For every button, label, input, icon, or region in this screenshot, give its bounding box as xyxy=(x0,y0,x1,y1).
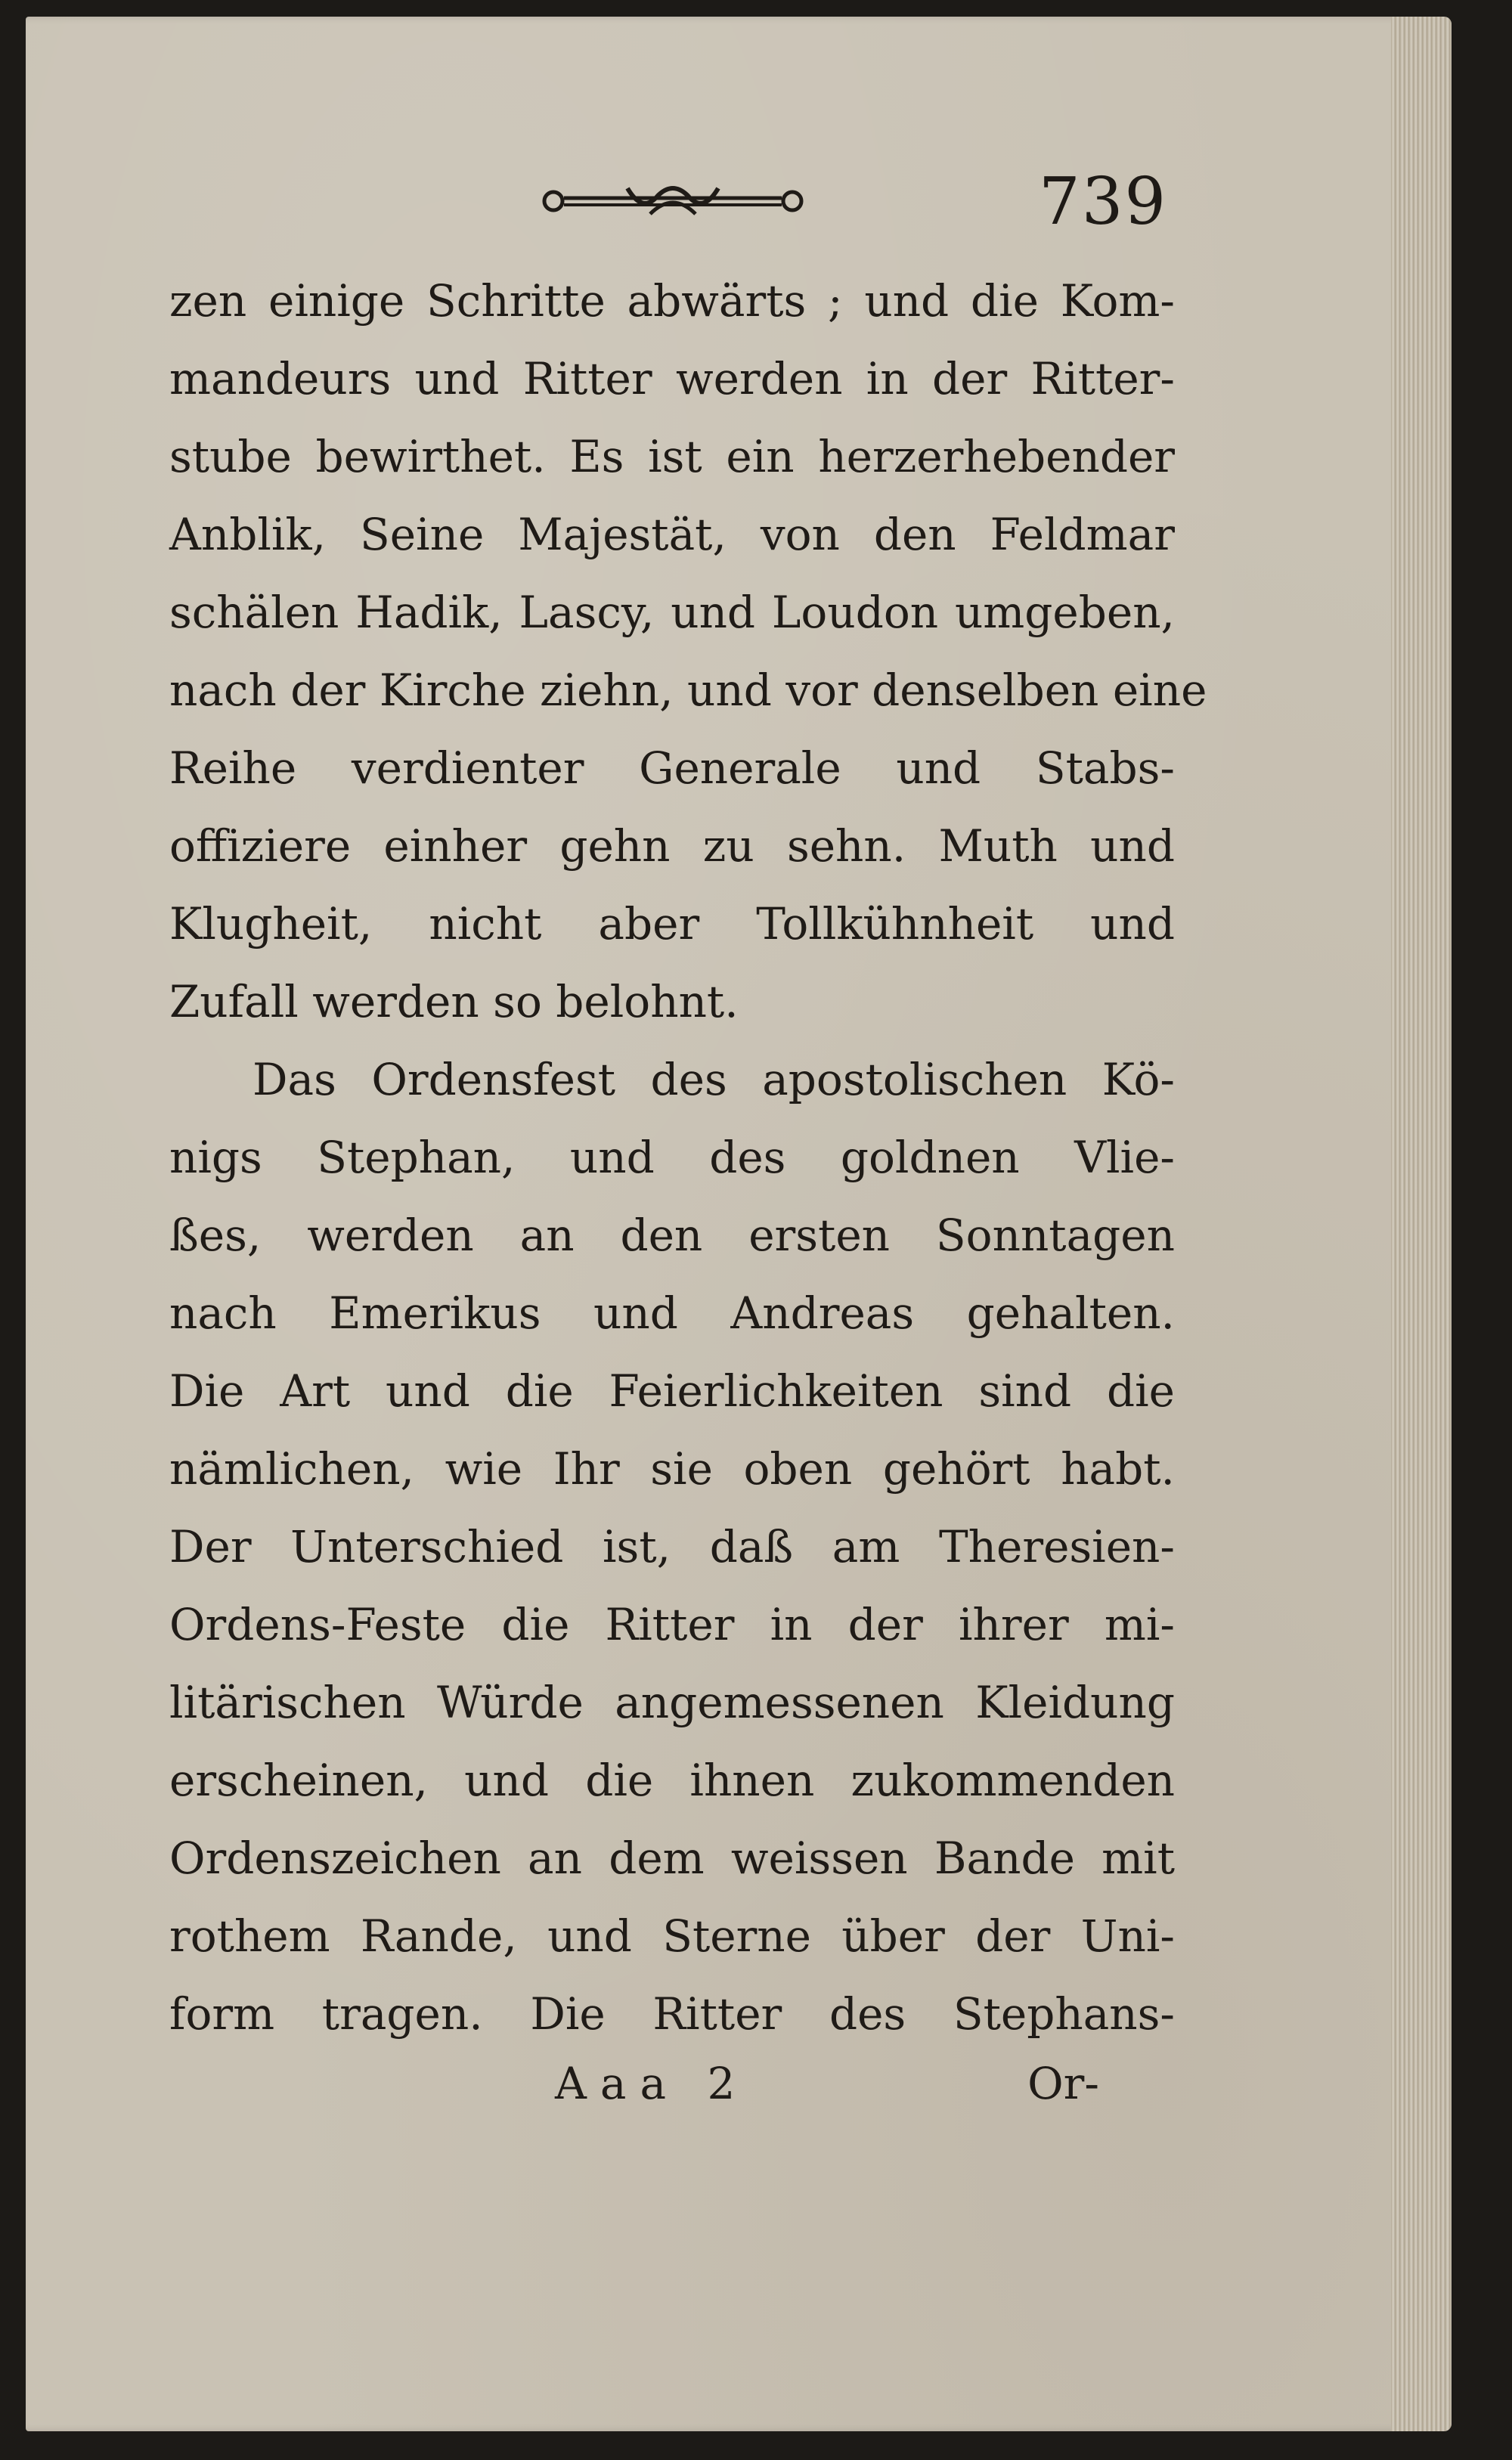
text-line: stube bewirthet. Es ist ein herzerhebender xyxy=(169,431,1175,482)
text-line: zen einige Schritte abwärts ; und die Kom- xyxy=(169,275,1175,327)
text-line: offiziere einher gehn zu sehn. Muth und xyxy=(169,820,1175,872)
text-line: Reihe verdienter Generale und Stabs- xyxy=(169,742,1175,794)
text-line: Der Unterschied ist, daß am Theresien- xyxy=(169,1521,1175,1572)
text-line: mandeurs und Ritter werden in der Ritter- xyxy=(169,353,1175,404)
text-line: schälen Hadik, Lascy, und Loudon umgeben, xyxy=(169,587,1175,638)
page-footer xyxy=(555,2058,1099,2133)
paragraph-start-line: Das Ordensfest des apostolischen Kö- xyxy=(253,1054,1175,1105)
text-line: litärischen Würde angemessenen Kleidung xyxy=(169,1677,1175,1728)
text-line: nach Emerikus und Andreas gehalten. xyxy=(169,1287,1175,1339)
text-line: rothem Rande, und Sterne über der Uni- xyxy=(169,1910,1175,1962)
text-line: Ordens-Feste die Ritter in der ihrer mi- xyxy=(169,1599,1175,1650)
text-line: ßes, werden an den ersten Sonntagen xyxy=(169,1210,1175,1261)
text-line: form tragen. Die Ritter des Stephans- xyxy=(169,1988,1175,2040)
text-line: nigs Stephan, und des goldnen Vlie- xyxy=(169,1132,1175,1183)
text-line: erscheinen, und die ihnen zukommenden xyxy=(169,1755,1175,1806)
text-line: nach der Kirche ziehn, und vor denselben eine xyxy=(169,665,1207,716)
text-line: Ordenszeichen an dem weissen Bande mit xyxy=(169,1833,1175,1884)
text-line: Die Art und die Feierlichkeiten sind die xyxy=(169,1365,1175,1417)
catchword: Or- xyxy=(1027,2058,1099,2109)
paper-sheet xyxy=(26,17,1452,2431)
ornament-icon xyxy=(537,175,809,228)
page-edge xyxy=(1391,17,1452,2431)
body-text xyxy=(169,262,1207,2053)
text-line: Klugheit, nicht aber Tollkühnheit und xyxy=(169,898,1175,950)
page-header xyxy=(26,164,1452,240)
text-line: nämlichen, wie Ihr sie oben gehört habt. xyxy=(169,1443,1175,1495)
paragraph-end-line: Zufall werden so belohnt. xyxy=(169,976,739,1027)
page-number: 739 xyxy=(1039,164,1168,240)
text-line: Anblik, Seine Majestät, von den Feldmar xyxy=(169,509,1175,560)
signature-mark: Aaa 2 xyxy=(555,2058,749,2109)
